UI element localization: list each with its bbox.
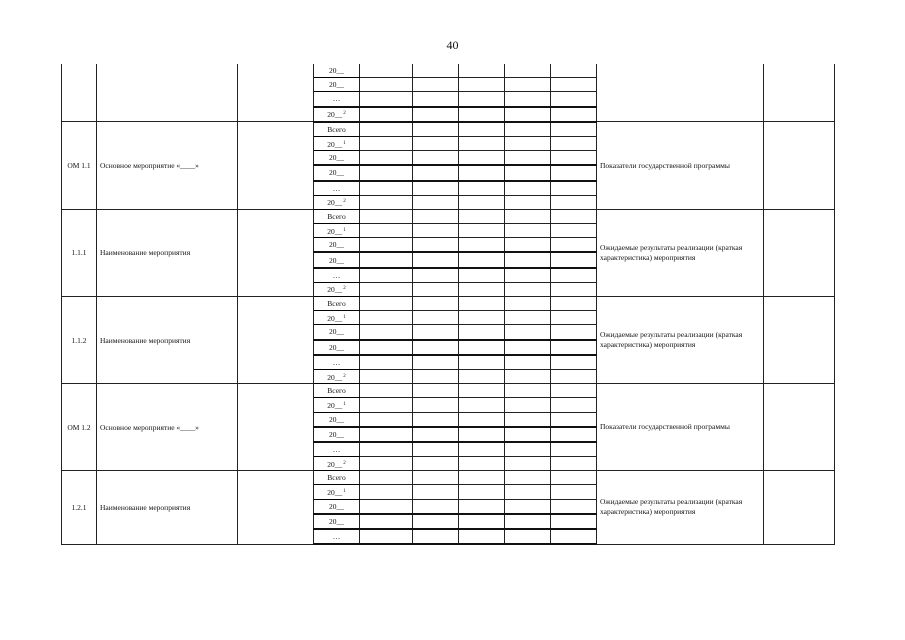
value-cell <box>413 92 459 107</box>
year-cell <box>314 384 360 398</box>
value-cell <box>360 529 413 544</box>
note-cell <box>764 64 835 122</box>
value-cell <box>551 252 597 267</box>
value-cell <box>360 151 413 166</box>
value-cell <box>505 136 551 150</box>
year-label: … <box>332 532 341 542</box>
value-cell <box>505 442 551 457</box>
value-cell <box>505 499 551 514</box>
value-cell <box>360 355 413 370</box>
value-cell <box>360 282 413 296</box>
event-name: Основное мероприятие «____» <box>97 384 238 471</box>
value-cell <box>551 311 597 325</box>
value-cell <box>360 78 413 92</box>
value-cell <box>505 268 551 283</box>
year-cell <box>314 340 360 355</box>
value-cell <box>413 499 459 514</box>
value-cell <box>413 369 459 383</box>
year-cell <box>314 78 360 92</box>
executor-cell <box>238 122 314 210</box>
value-cell <box>505 78 551 92</box>
year-label: 20__ <box>327 198 343 208</box>
value-cell <box>505 151 551 166</box>
expected-result: Показатели государственной программы <box>597 384 764 471</box>
value-cell <box>505 398 551 412</box>
expected-result: Показатели государственной программы <box>597 122 764 210</box>
note-cell <box>764 297 835 384</box>
value-cell <box>459 398 505 412</box>
value-cell <box>551 78 597 92</box>
value-cell <box>551 209 597 223</box>
value-cell <box>551 442 597 457</box>
year-label: 20__ <box>327 400 343 410</box>
value-cell <box>505 355 551 370</box>
event-code: 1.2.1 <box>62 471 97 544</box>
value-cell <box>360 64 413 78</box>
value-cell <box>413 340 459 355</box>
value-cell <box>505 92 551 107</box>
year-label: … <box>332 270 341 280</box>
year-label: 20__ <box>329 153 344 163</box>
value-cell <box>459 325 505 340</box>
year-cell <box>314 427 360 442</box>
year-cell <box>314 457 360 471</box>
value-cell <box>360 165 413 180</box>
value-cell <box>505 384 551 398</box>
value-cell <box>459 297 505 311</box>
expected-result <box>597 64 764 122</box>
value-cell <box>505 238 551 253</box>
value-cell <box>459 311 505 325</box>
year-label: 20__ <box>329 516 344 526</box>
table-row <box>62 384 835 398</box>
value-cell <box>413 355 459 370</box>
value-cell <box>413 457 459 471</box>
event-code: 1.1.2 <box>62 297 97 384</box>
value-cell <box>360 297 413 311</box>
value-cell <box>360 252 413 267</box>
year-cell <box>314 355 360 370</box>
value-cell <box>505 64 551 78</box>
value-cell <box>459 92 505 107</box>
year-label: 20__ <box>327 488 343 498</box>
value-cell <box>459 122 505 137</box>
executor-cell <box>238 209 314 296</box>
value-cell <box>551 340 597 355</box>
footnote-mark: 1 <box>343 140 346 146</box>
value-cell <box>413 268 459 283</box>
year-cell <box>314 311 360 325</box>
value-cell <box>551 268 597 283</box>
value-cell <box>360 224 413 238</box>
value-cell <box>505 165 551 180</box>
value-cell <box>360 325 413 340</box>
value-cell <box>459 471 505 485</box>
year-cell <box>314 412 360 427</box>
year-cell <box>314 268 360 283</box>
value-cell <box>551 529 597 544</box>
value-cell <box>505 311 551 325</box>
year-label: 20__ <box>327 139 343 149</box>
year-label: Всего <box>327 386 346 396</box>
value-cell <box>413 529 459 544</box>
value-cell <box>459 369 505 383</box>
value-cell <box>413 282 459 296</box>
table-row <box>62 209 835 223</box>
year-label: 20__ <box>327 459 343 469</box>
year-label: 20__ <box>329 168 344 178</box>
value-cell <box>551 136 597 150</box>
value-cell <box>413 252 459 267</box>
year-cell <box>314 224 360 238</box>
year-label: Всего <box>327 124 346 134</box>
value-cell <box>505 514 551 529</box>
value-cell <box>551 122 597 137</box>
value-cell <box>551 457 597 471</box>
value-cell <box>459 209 505 223</box>
value-cell <box>459 384 505 398</box>
value-cell <box>459 282 505 296</box>
value-cell <box>413 209 459 223</box>
year-label: 20__ <box>327 372 343 382</box>
value-cell <box>551 151 597 166</box>
year-cell <box>314 195 360 209</box>
value-cell <box>551 195 597 209</box>
value-cell <box>360 268 413 283</box>
expected-result: Ожидаемые результаты реализации (краткая характеристика) мероприятия <box>597 209 764 296</box>
note-cell <box>764 209 835 296</box>
value-cell <box>413 514 459 529</box>
year-cell <box>314 181 360 196</box>
year-label: 20__ <box>329 255 344 265</box>
value-cell <box>505 457 551 471</box>
value-cell <box>413 238 459 253</box>
value-cell <box>459 412 505 427</box>
event-code <box>62 64 97 122</box>
year-label: 20__ <box>329 240 344 250</box>
year-label: 20__ <box>327 313 343 323</box>
value-cell <box>413 136 459 150</box>
value-cell <box>413 181 459 196</box>
executor-cell <box>238 64 314 122</box>
value-cell <box>459 165 505 180</box>
year-label: 20__ <box>329 429 344 439</box>
value-cell <box>551 224 597 238</box>
value-cell <box>360 122 413 137</box>
value-cell <box>459 485 505 499</box>
value-cell <box>551 92 597 107</box>
year-cell <box>314 136 360 150</box>
year-label: 20__ <box>329 80 344 90</box>
value-cell <box>413 485 459 499</box>
value-cell <box>505 224 551 238</box>
value-cell <box>413 471 459 485</box>
value-cell <box>551 165 597 180</box>
value-cell <box>505 195 551 209</box>
expected-result: Ожидаемые результаты реализации (краткая характеристика) мероприятия <box>597 471 764 544</box>
value-cell <box>459 457 505 471</box>
value-cell <box>459 355 505 370</box>
footnote-mark: 1 <box>343 489 346 495</box>
value-cell <box>413 224 459 238</box>
year-label: … <box>332 183 341 193</box>
year-cell <box>314 514 360 529</box>
year-cell <box>314 209 360 223</box>
table-row <box>62 122 835 137</box>
value-cell <box>360 195 413 209</box>
value-cell <box>551 369 597 383</box>
event-code: ОМ 1.1 <box>62 122 97 210</box>
year-label: 20__ <box>327 110 343 120</box>
value-cell <box>360 457 413 471</box>
value-cell <box>551 181 597 196</box>
value-cell <box>360 209 413 223</box>
executor-cell <box>238 297 314 384</box>
value-cell <box>413 78 459 92</box>
value-cell <box>360 427 413 442</box>
value-cell <box>551 499 597 514</box>
footnote-mark: 2 <box>343 286 346 292</box>
value-cell <box>360 340 413 355</box>
value-cell <box>459 181 505 196</box>
value-cell <box>413 398 459 412</box>
year-label: Всего <box>327 211 346 221</box>
value-cell <box>360 514 413 529</box>
year-label: 20__ <box>329 66 344 76</box>
year-label: 20__ <box>329 342 344 352</box>
value-cell <box>360 369 413 383</box>
value-cell <box>505 369 551 383</box>
value-cell <box>360 311 413 325</box>
value-cell <box>505 325 551 340</box>
value-cell <box>360 499 413 514</box>
value-cell <box>551 107 597 122</box>
year-label: 20__ <box>329 414 344 424</box>
value-cell <box>459 268 505 283</box>
value-cell <box>505 297 551 311</box>
year-cell <box>314 485 360 499</box>
value-cell <box>505 122 551 137</box>
event-name <box>97 64 238 122</box>
footnote-mark: 1 <box>343 401 346 407</box>
year-label: … <box>332 357 341 367</box>
event-name: Наименование мероприятия <box>97 209 238 296</box>
value-cell <box>413 442 459 457</box>
value-cell <box>505 209 551 223</box>
value-cell <box>413 107 459 122</box>
year-label: … <box>332 94 341 104</box>
year-cell <box>314 165 360 180</box>
value-cell <box>459 442 505 457</box>
value-cell <box>459 427 505 442</box>
value-cell <box>505 181 551 196</box>
value-cell <box>413 122 459 137</box>
value-cell <box>413 412 459 427</box>
value-cell <box>551 471 597 485</box>
value-cell <box>551 514 597 529</box>
value-cell <box>360 92 413 107</box>
footnote-mark: 1 <box>343 314 346 320</box>
value-cell <box>505 282 551 296</box>
footnote-mark: 2 <box>343 199 346 205</box>
value-cell <box>551 355 597 370</box>
footnote-mark: 2 <box>343 460 346 466</box>
value-cell <box>360 398 413 412</box>
year-cell <box>314 238 360 253</box>
year-cell <box>314 92 360 107</box>
value-cell <box>551 282 597 296</box>
value-cell <box>551 238 597 253</box>
table-row <box>62 471 835 485</box>
executor-cell <box>238 471 314 544</box>
year-cell <box>314 282 360 296</box>
event-name: Наименование мероприятия <box>97 297 238 384</box>
program-events-table <box>61 64 835 545</box>
value-cell <box>505 107 551 122</box>
value-cell <box>459 195 505 209</box>
value-cell <box>413 165 459 180</box>
value-cell <box>413 195 459 209</box>
year-label: 20__ <box>329 327 344 337</box>
year-cell <box>314 369 360 383</box>
value-cell <box>413 427 459 442</box>
table-body <box>62 64 835 544</box>
value-cell <box>551 427 597 442</box>
year-cell <box>314 107 360 122</box>
value-cell <box>413 384 459 398</box>
value-cell <box>360 181 413 196</box>
year-cell <box>314 151 360 166</box>
value-cell <box>505 340 551 355</box>
value-cell <box>459 224 505 238</box>
value-cell <box>413 311 459 325</box>
table-row <box>62 297 835 311</box>
year-label: Всего <box>327 299 346 309</box>
value-cell <box>360 485 413 499</box>
value-cell <box>459 151 505 166</box>
value-cell <box>413 325 459 340</box>
note-cell <box>764 122 835 210</box>
note-cell <box>764 384 835 471</box>
value-cell <box>413 151 459 166</box>
value-cell <box>360 238 413 253</box>
event-code: 1.1.1 <box>62 209 97 296</box>
value-cell <box>459 136 505 150</box>
year-label: … <box>332 444 341 454</box>
page-number: 40 <box>446 38 459 52</box>
year-cell <box>314 529 360 544</box>
footnote-mark: 1 <box>343 227 346 233</box>
value-cell <box>459 514 505 529</box>
value-cell <box>459 340 505 355</box>
value-cell <box>551 384 597 398</box>
value-cell <box>505 427 551 442</box>
value-cell <box>551 485 597 499</box>
year-cell <box>314 325 360 340</box>
year-label: 20__ <box>327 226 343 236</box>
value-cell <box>505 529 551 544</box>
value-cell <box>360 107 413 122</box>
value-cell <box>360 471 413 485</box>
value-cell <box>459 499 505 514</box>
event-name: Наименование мероприятия <box>97 471 238 544</box>
year-cell <box>314 471 360 485</box>
value-cell <box>360 442 413 457</box>
year-label: 20__ <box>327 285 343 295</box>
value-cell <box>459 78 505 92</box>
value-cell <box>413 297 459 311</box>
footnote-mark: 2 <box>343 111 346 117</box>
value-cell <box>551 325 597 340</box>
note-cell <box>764 471 835 544</box>
year-label: Всего <box>327 473 346 483</box>
year-label: 20__ <box>329 501 344 511</box>
value-cell <box>505 485 551 499</box>
value-cell <box>505 412 551 427</box>
value-cell <box>551 64 597 78</box>
value-cell <box>551 297 597 311</box>
value-cell <box>459 64 505 78</box>
footnote-mark: 2 <box>343 373 346 379</box>
year-cell <box>314 297 360 311</box>
value-cell <box>459 529 505 544</box>
year-cell <box>314 64 360 78</box>
value-cell <box>459 238 505 253</box>
value-cell <box>360 384 413 398</box>
value-cell <box>551 398 597 412</box>
expected-result: Ожидаемые результаты реализации (краткая характеристика) мероприятия <box>597 297 764 384</box>
year-cell <box>314 442 360 457</box>
event-code: ОМ 1.2 <box>62 384 97 471</box>
value-cell <box>360 412 413 427</box>
event-name: Основное мероприятие «____» <box>97 122 238 210</box>
executor-cell <box>238 384 314 471</box>
value-cell <box>360 136 413 150</box>
value-cell <box>413 64 459 78</box>
year-cell <box>314 122 360 137</box>
year-cell <box>314 398 360 412</box>
year-cell <box>314 499 360 514</box>
table-row <box>62 64 835 78</box>
value-cell <box>505 471 551 485</box>
value-cell <box>505 252 551 267</box>
value-cell <box>551 412 597 427</box>
year-cell <box>314 252 360 267</box>
value-cell <box>459 107 505 122</box>
value-cell <box>459 252 505 267</box>
